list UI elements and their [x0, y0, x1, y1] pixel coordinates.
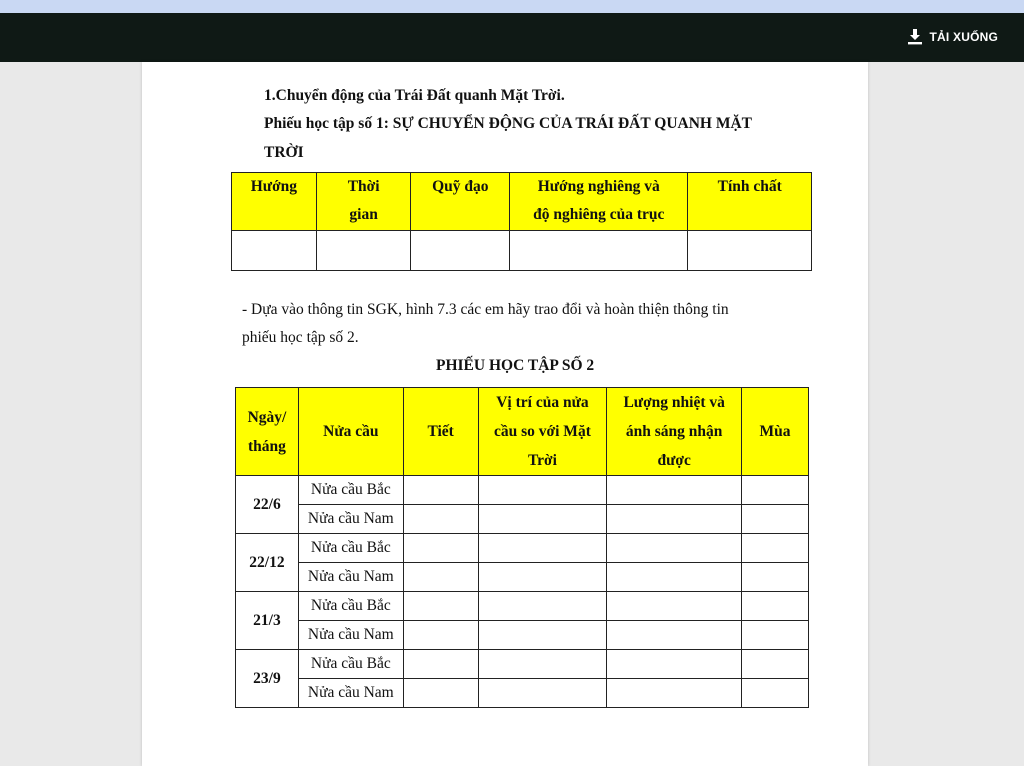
section-heading: 1.Chuyển động của Trái Đất quanh Mặt Trời.: [264, 87, 565, 104]
answer-cell[interactable]: [403, 592, 478, 621]
t1-header-direction: Hướng: [232, 173, 317, 231]
download-label: TẢI XUỐNG: [929, 30, 998, 44]
answer-cell[interactable]: [403, 534, 478, 563]
answer-cell[interactable]: [742, 563, 809, 592]
answer-cell[interactable]: [742, 505, 809, 534]
answer-cell[interactable]: [742, 650, 809, 679]
download-button[interactable]: [908, 27, 998, 47]
answer-cell[interactable]: [403, 476, 478, 505]
answer-cell[interactable]: [607, 650, 742, 679]
table-row: [236, 476, 809, 505]
answer-cell[interactable]: [403, 650, 478, 679]
worksheet-table-2: [235, 387, 809, 708]
answer-cell[interactable]: [403, 679, 478, 708]
answer-cell[interactable]: [478, 592, 607, 621]
top-toolbar: [0, 13, 1024, 62]
answer-cell[interactable]: [478, 476, 607, 505]
answer-cell[interactable]: [478, 650, 607, 679]
t1-cell[interactable]: [510, 231, 688, 271]
hemisphere-cell: Nửa cầu Bắc: [298, 534, 403, 563]
t1-cell[interactable]: [688, 231, 812, 271]
hemisphere-cell: Nửa cầu Bắc: [298, 592, 403, 621]
t2-header-heat-light: Lượng nhiệt và ánh sáng nhận được: [607, 388, 742, 476]
t2-header-date: Ngày/ tháng: [236, 388, 299, 476]
table2-header-row: [236, 388, 809, 476]
t2-header-solar-term: Tiết: [403, 388, 478, 476]
t2-header-season: Mùa: [742, 388, 809, 476]
date-cell: 21/3: [236, 592, 299, 650]
t1-cell[interactable]: [316, 231, 411, 271]
answer-cell[interactable]: [607, 592, 742, 621]
answer-cell[interactable]: [607, 621, 742, 650]
answer-cell[interactable]: [742, 476, 809, 505]
t1-cell[interactable]: [232, 231, 317, 271]
answer-cell[interactable]: [478, 563, 607, 592]
download-icon: [908, 29, 922, 45]
hemisphere-cell: Nửa cầu Nam: [298, 679, 403, 708]
table-row: [236, 592, 809, 621]
t1-header-properties: Tính chất: [688, 173, 812, 231]
answer-cell[interactable]: [607, 476, 742, 505]
table-row: [236, 650, 809, 679]
answer-cell[interactable]: [742, 679, 809, 708]
worksheet-table-1: [231, 172, 812, 271]
document-page: [142, 62, 868, 766]
answer-cell[interactable]: [403, 563, 478, 592]
sheet1-title-line1: Phiếu học tập số 1: SỰ CHUYỂN ĐỘNG CỦA TRÁI ĐẤT QUANH MẶT: [264, 115, 753, 132]
answer-cell[interactable]: [478, 505, 607, 534]
table-row: [236, 534, 809, 563]
t1-header-time: Thời gian: [316, 173, 411, 231]
hemisphere-cell: Nửa cầu Nam: [298, 563, 403, 592]
t1-cell[interactable]: [411, 231, 510, 271]
table-row: [236, 679, 809, 708]
answer-cell[interactable]: [403, 621, 478, 650]
answer-cell[interactable]: [607, 563, 742, 592]
date-cell: 22/6: [236, 476, 299, 534]
answer-cell[interactable]: [742, 534, 809, 563]
answer-cell[interactable]: [607, 505, 742, 534]
table-row: [236, 621, 809, 650]
hemisphere-cell: Nửa cầu Nam: [298, 505, 403, 534]
instruction-line1: - Dựa vào thông tin SGK, hình 7.3 các em hãy trao đổi và hoàn thiện thông tin: [242, 301, 729, 318]
answer-cell[interactable]: [478, 679, 607, 708]
t2-header-position: Vị trí của nửa cầu so với Mặt Trời: [478, 388, 607, 476]
browser-strip: [0, 0, 1024, 13]
sheet1-title-line2: TRỜI: [264, 144, 304, 161]
date-cell: 22/12: [236, 534, 299, 592]
t1-header-orbit: Quỹ đạo: [411, 173, 510, 231]
instruction-line2: phiếu học tập số 2.: [242, 329, 359, 346]
hemisphere-cell: Nửa cầu Nam: [298, 621, 403, 650]
table-row: [236, 563, 809, 592]
sheet2-title: PHIẾU HỌC TẬP SỐ 2: [436, 357, 595, 374]
hemisphere-cell: Nửa cầu Bắc: [298, 476, 403, 505]
table-row: [236, 505, 809, 534]
answer-cell[interactable]: [742, 592, 809, 621]
answer-cell[interactable]: [478, 621, 607, 650]
table1-header-row: [232, 173, 812, 231]
answer-cell[interactable]: [607, 679, 742, 708]
table1-empty-row: [232, 231, 812, 271]
answer-cell[interactable]: [478, 534, 607, 563]
date-cell: 23/9: [236, 650, 299, 708]
answer-cell[interactable]: [607, 534, 742, 563]
t2-header-hemisphere: Nửa cầu: [298, 388, 403, 476]
answer-cell[interactable]: [403, 505, 478, 534]
t1-header-axis-tilt: Hướng nghiêng và độ nghiêng của trục: [510, 173, 688, 231]
answer-cell[interactable]: [742, 621, 809, 650]
hemisphere-cell: Nửa cầu Bắc: [298, 650, 403, 679]
